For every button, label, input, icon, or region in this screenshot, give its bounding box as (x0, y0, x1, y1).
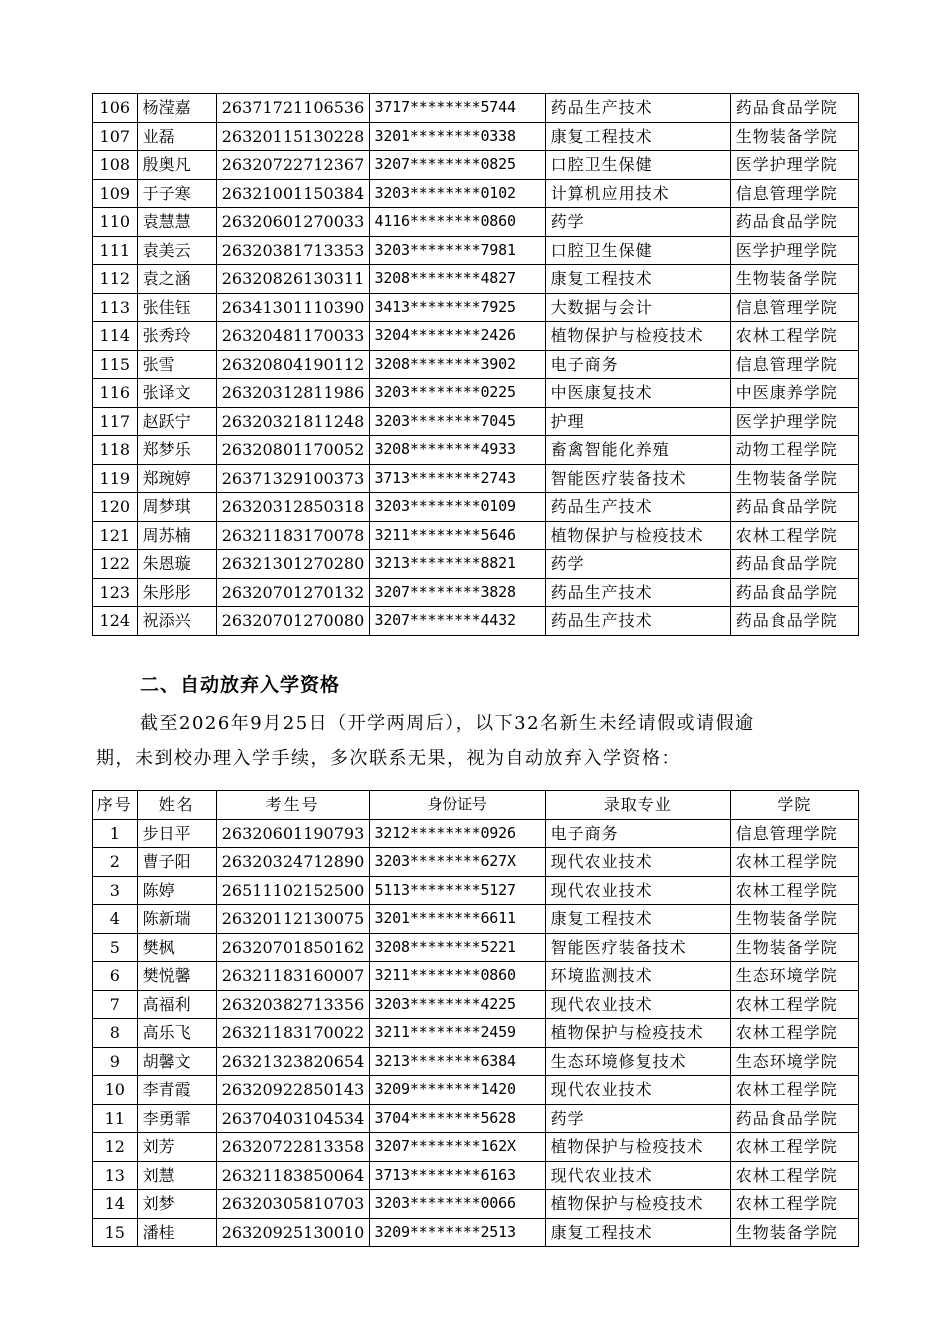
cell-college: 医学护理学院 (730, 407, 858, 436)
cell-name: 高福利 (137, 990, 216, 1019)
cell-id-number: 3203********0109 (369, 493, 545, 522)
cell-id-number: 3208********4827 (369, 265, 545, 294)
cell-id-number: 3201********0338 (369, 122, 545, 151)
cell-college: 药品食品学院 (730, 94, 858, 123)
cell-exam-number: 26320481170033 (216, 322, 369, 351)
cell-major: 药品生产技术 (545, 493, 730, 522)
cell-college: 农林工程学院 (730, 1190, 858, 1219)
cell-index: 110 (93, 208, 138, 237)
cell-college: 药品食品学院 (730, 578, 858, 607)
table-row (93, 265, 859, 294)
table-row (93, 179, 859, 208)
cell-college: 医学护理学院 (730, 151, 858, 180)
header-college: 学院 (730, 791, 858, 820)
cell-major: 现代农业技术 (545, 876, 730, 905)
table-row (93, 407, 859, 436)
cell-id-number: 3212********0926 (369, 819, 545, 848)
cell-college: 信息管理学院 (730, 350, 858, 379)
cell-index: 7 (93, 990, 138, 1019)
cell-major: 康复工程技术 (545, 265, 730, 294)
header-id-number: 身份证号 (369, 791, 545, 820)
cell-index: 107 (93, 122, 138, 151)
cell-index: 12 (93, 1133, 138, 1162)
table-row (93, 493, 859, 522)
cell-college: 生物装备学院 (730, 265, 858, 294)
table-row (93, 521, 859, 550)
cell-id-number: 3713********6163 (369, 1161, 545, 1190)
table-row (93, 1076, 859, 1105)
cell-index: 10 (93, 1076, 138, 1105)
cell-major: 药品生产技术 (545, 607, 730, 636)
cell-id-number: 3208********5221 (369, 933, 545, 962)
cell-exam-number: 26320312811986 (216, 379, 369, 408)
cell-id-number: 3208********4933 (369, 436, 545, 465)
cell-college: 农林工程学院 (730, 1161, 858, 1190)
cell-major: 生态环境修复技术 (545, 1047, 730, 1076)
cell-id-number: 3208********3902 (369, 350, 545, 379)
cell-exam-number: 26321323820654 (216, 1047, 369, 1076)
table-header-row (93, 791, 859, 820)
cell-name: 李勇霏 (137, 1104, 216, 1133)
cell-name: 袁美云 (137, 236, 216, 265)
cell-college: 农林工程学院 (730, 876, 858, 905)
cell-name: 曹子阳 (137, 848, 216, 877)
section-paragraph-line2: 期，未到校办理入学手续，多次联系无果，视为自动放弃入学资格： (96, 748, 681, 769)
cell-index: 5 (93, 933, 138, 962)
cell-exam-number: 26320804190112 (216, 350, 369, 379)
cell-exam-number: 26321183170078 (216, 521, 369, 550)
cell-major: 药学 (545, 550, 730, 579)
cell-exam-number: 26320701270080 (216, 607, 369, 636)
cell-id-number: 3203********0102 (369, 179, 545, 208)
cell-college: 信息管理学院 (730, 819, 858, 848)
cell-index: 9 (93, 1047, 138, 1076)
cell-index: 14 (93, 1190, 138, 1219)
table1-body (93, 94, 859, 636)
cell-index: 118 (93, 436, 138, 465)
cell-college: 药品食品学院 (730, 208, 858, 237)
cell-id-number: 3211********2459 (369, 1019, 545, 1048)
cell-exam-number: 26321183850064 (216, 1161, 369, 1190)
cell-name: 周梦琪 (137, 493, 216, 522)
cell-name: 刘芳 (137, 1133, 216, 1162)
cell-name: 胡馨文 (137, 1047, 216, 1076)
table-row (93, 905, 859, 934)
cell-college: 农林工程学院 (730, 521, 858, 550)
table-row (93, 1218, 859, 1247)
cell-index: 6 (93, 962, 138, 991)
cell-major: 康复工程技术 (545, 122, 730, 151)
cell-name: 周苏楠 (137, 521, 216, 550)
cell-name: 祝添兴 (137, 607, 216, 636)
cell-name: 步日平 (137, 819, 216, 848)
cell-index: 1 (93, 819, 138, 848)
cell-name: 李青霞 (137, 1076, 216, 1105)
cell-college: 药品食品学院 (730, 1104, 858, 1133)
cell-name: 陈新瑞 (137, 905, 216, 934)
cell-id-number: 3211********0860 (369, 962, 545, 991)
cell-college: 生物装备学院 (730, 1218, 858, 1247)
cell-index: 123 (93, 578, 138, 607)
cell-name: 张佳钰 (137, 293, 216, 322)
cell-name: 业磊 (137, 122, 216, 151)
cell-index: 106 (93, 94, 138, 123)
cell-index: 114 (93, 322, 138, 351)
cell-id-number: 3207********162X (369, 1133, 545, 1162)
cell-id-number: 3213********6384 (369, 1047, 545, 1076)
cell-major: 电子商务 (545, 819, 730, 848)
cell-major: 植物保护与检疫技术 (545, 322, 730, 351)
cell-major: 现代农业技术 (545, 848, 730, 877)
cell-name: 赵跃宁 (137, 407, 216, 436)
cell-id-number: 3213********8821 (369, 550, 545, 579)
table-row (93, 1133, 859, 1162)
cell-major: 智能医疗装备技术 (545, 464, 730, 493)
cell-index: 124 (93, 607, 138, 636)
cell-major: 现代农业技术 (545, 1076, 730, 1105)
cell-index: 8 (93, 1019, 138, 1048)
cell-id-number: 4116********0860 (369, 208, 545, 237)
cell-index: 115 (93, 350, 138, 379)
table-row (93, 1161, 859, 1190)
table-row (93, 350, 859, 379)
table-row (93, 208, 859, 237)
cell-major: 环境监测技术 (545, 962, 730, 991)
section-heading: 二、自动放弃入学资格 (140, 674, 341, 696)
table-row (93, 436, 859, 465)
cell-exam-number: 26320722712367 (216, 151, 369, 180)
cell-major: 植物保护与检疫技术 (545, 1190, 730, 1219)
table-row (93, 1190, 859, 1219)
cell-name: 刘慧 (137, 1161, 216, 1190)
cell-name: 潘桂 (137, 1218, 216, 1247)
cell-major: 药品生产技术 (545, 94, 730, 123)
cell-exam-number: 26320601270033 (216, 208, 369, 237)
cell-name: 刘梦 (137, 1190, 216, 1219)
cell-major: 药学 (545, 208, 730, 237)
cell-college: 农林工程学院 (730, 990, 858, 1019)
cell-college: 生物装备学院 (730, 464, 858, 493)
cell-name: 殷奥凡 (137, 151, 216, 180)
table-row (93, 94, 859, 123)
cell-index: 13 (93, 1161, 138, 1190)
table-row (93, 848, 859, 877)
cell-id-number: 3203********4225 (369, 990, 545, 1019)
table-row (93, 578, 859, 607)
cell-major: 计算机应用技术 (545, 179, 730, 208)
table-row (93, 933, 859, 962)
cell-college: 中医康养学院 (730, 379, 858, 408)
table-row (93, 962, 859, 991)
cell-major: 口腔卫生保健 (545, 236, 730, 265)
cell-exam-number: 26320381713353 (216, 236, 369, 265)
cell-exam-number: 26320826130311 (216, 265, 369, 294)
table-row (93, 1047, 859, 1076)
cell-id-number: 3203********7045 (369, 407, 545, 436)
cell-index: 2 (93, 848, 138, 877)
cell-exam-number: 26320925130010 (216, 1218, 369, 1247)
cell-index: 108 (93, 151, 138, 180)
cell-major: 电子商务 (545, 350, 730, 379)
table-row (93, 819, 859, 848)
table-row (93, 236, 859, 265)
cell-index: 113 (93, 293, 138, 322)
cell-name: 张译文 (137, 379, 216, 408)
cell-exam-number: 26320382713356 (216, 990, 369, 1019)
cell-exam-number: 26320801170052 (216, 436, 369, 465)
table-row (93, 1104, 859, 1133)
cell-id-number: 3201********6611 (369, 905, 545, 934)
table-row (93, 293, 859, 322)
cell-index: 112 (93, 265, 138, 294)
header-name: 姓名 (137, 791, 216, 820)
cell-college: 信息管理学院 (730, 293, 858, 322)
cell-college: 农林工程学院 (730, 1076, 858, 1105)
cell-college: 农林工程学院 (730, 1133, 858, 1162)
cell-index: 3 (93, 876, 138, 905)
cell-exam-number: 26320112130075 (216, 905, 369, 934)
cell-id-number: 3203********0225 (369, 379, 545, 408)
cell-name: 陈婷 (137, 876, 216, 905)
table-row (93, 322, 859, 351)
cell-exam-number: 26371329100373 (216, 464, 369, 493)
cell-id-number: 3717********5744 (369, 94, 545, 123)
cell-major: 现代农业技术 (545, 1161, 730, 1190)
admission-table-continued (92, 93, 859, 636)
cell-id-number: 3713********2743 (369, 464, 545, 493)
cell-college: 生物装备学院 (730, 933, 858, 962)
cell-name: 张秀玲 (137, 322, 216, 351)
cell-name: 张雪 (137, 350, 216, 379)
cell-major: 植物保护与检疫技术 (545, 521, 730, 550)
cell-exam-number: 26320324712890 (216, 848, 369, 877)
cell-major: 智能医疗装备技术 (545, 933, 730, 962)
cell-major: 中医康复技术 (545, 379, 730, 408)
table-row (93, 607, 859, 636)
cell-exam-number: 26320305810703 (216, 1190, 369, 1219)
cell-college: 生物装备学院 (730, 905, 858, 934)
cell-college: 动物工程学院 (730, 436, 858, 465)
cell-name: 于子寒 (137, 179, 216, 208)
abandoned-admission-table (92, 790, 859, 1247)
cell-major: 大数据与会计 (545, 293, 730, 322)
cell-name: 朱彤彤 (137, 578, 216, 607)
cell-index: 109 (93, 179, 138, 208)
table-row (93, 122, 859, 151)
cell-id-number: 3413********7925 (369, 293, 545, 322)
table-row (93, 379, 859, 408)
cell-exam-number: 26321183170022 (216, 1019, 369, 1048)
cell-id-number: 3207********0825 (369, 151, 545, 180)
header-exam-number: 考生号 (216, 791, 369, 820)
cell-exam-number: 26320701850162 (216, 933, 369, 962)
cell-college: 生态环境学院 (730, 962, 858, 991)
table-row (93, 464, 859, 493)
cell-name: 袁之涵 (137, 265, 216, 294)
cell-id-number: 3207********4432 (369, 607, 545, 636)
cell-major: 护理 (545, 407, 730, 436)
cell-major: 康复工程技术 (545, 905, 730, 934)
cell-exam-number: 26320115130228 (216, 122, 369, 151)
cell-id-number: 3211********5646 (369, 521, 545, 550)
table-row (93, 1019, 859, 1048)
cell-college: 生态环境学院 (730, 1047, 858, 1076)
cell-name: 袁慧慧 (137, 208, 216, 237)
cell-exam-number: 26511102152500 (216, 876, 369, 905)
cell-index: 119 (93, 464, 138, 493)
cell-index: 120 (93, 493, 138, 522)
cell-name: 杨滢嘉 (137, 94, 216, 123)
cell-index: 116 (93, 379, 138, 408)
cell-major: 植物保护与检疫技术 (545, 1019, 730, 1048)
cell-major: 药品生产技术 (545, 578, 730, 607)
cell-exam-number: 26320321811248 (216, 407, 369, 436)
table2-body (93, 819, 859, 1247)
cell-college: 药品食品学院 (730, 550, 858, 579)
section-paragraph-line1: 截至2026年9月25日（开学两周后），以下32名新生未经请假或请假逾 (140, 713, 755, 734)
cell-college: 农林工程学院 (730, 322, 858, 351)
cell-index: 4 (93, 905, 138, 934)
cell-college: 农林工程学院 (730, 1019, 858, 1048)
cell-name: 郑琬婷 (137, 464, 216, 493)
cell-name: 朱恩璇 (137, 550, 216, 579)
cell-id-number: 3203********627X (369, 848, 545, 877)
cell-id-number: 5113********5127 (369, 876, 545, 905)
cell-college: 医学护理学院 (730, 236, 858, 265)
cell-id-number: 3209********2513 (369, 1218, 545, 1247)
table-row (93, 876, 859, 905)
cell-major: 植物保护与检疫技术 (545, 1133, 730, 1162)
cell-exam-number: 26371721106536 (216, 94, 369, 123)
cell-index: 122 (93, 550, 138, 579)
cell-exam-number: 26320312850318 (216, 493, 369, 522)
cell-name: 高乐飞 (137, 1019, 216, 1048)
cell-exam-number: 26321183160007 (216, 962, 369, 991)
cell-id-number: 3203********7981 (369, 236, 545, 265)
cell-exam-number: 26341301110390 (216, 293, 369, 322)
table-row (93, 151, 859, 180)
cell-exam-number: 26320601190793 (216, 819, 369, 848)
cell-college: 药品食品学院 (730, 493, 858, 522)
cell-college: 农林工程学院 (730, 848, 858, 877)
cell-college: 药品食品学院 (730, 607, 858, 636)
table-row (93, 990, 859, 1019)
cell-name: 樊悦馨 (137, 962, 216, 991)
cell-id-number: 3209********1420 (369, 1076, 545, 1105)
cell-id-number: 3204********2426 (369, 322, 545, 351)
cell-exam-number: 26321301270280 (216, 550, 369, 579)
cell-index: 15 (93, 1218, 138, 1247)
header-major: 录取专业 (545, 791, 730, 820)
header-index: 序号 (93, 791, 138, 820)
cell-id-number: 3704********5628 (369, 1104, 545, 1133)
cell-major: 现代农业技术 (545, 990, 730, 1019)
cell-index: 111 (93, 236, 138, 265)
cell-exam-number: 26370403104534 (216, 1104, 369, 1133)
cell-college: 信息管理学院 (730, 179, 858, 208)
cell-exam-number: 26320722813358 (216, 1133, 369, 1162)
table-row (93, 550, 859, 579)
cell-id-number: 3203********0066 (369, 1190, 545, 1219)
cell-major: 口腔卫生保健 (545, 151, 730, 180)
cell-index: 11 (93, 1104, 138, 1133)
cell-index: 121 (93, 521, 138, 550)
cell-college: 生物装备学院 (730, 122, 858, 151)
cell-exam-number: 26320701270132 (216, 578, 369, 607)
cell-major: 药学 (545, 1104, 730, 1133)
cell-major: 畜禽智能化养殖 (545, 436, 730, 465)
cell-exam-number: 26320922850143 (216, 1076, 369, 1105)
cell-name: 郑梦乐 (137, 436, 216, 465)
cell-id-number: 3207********3828 (369, 578, 545, 607)
cell-index: 117 (93, 407, 138, 436)
cell-major: 康复工程技术 (545, 1218, 730, 1247)
cell-name: 樊枫 (137, 933, 216, 962)
cell-exam-number: 26321001150384 (216, 179, 369, 208)
